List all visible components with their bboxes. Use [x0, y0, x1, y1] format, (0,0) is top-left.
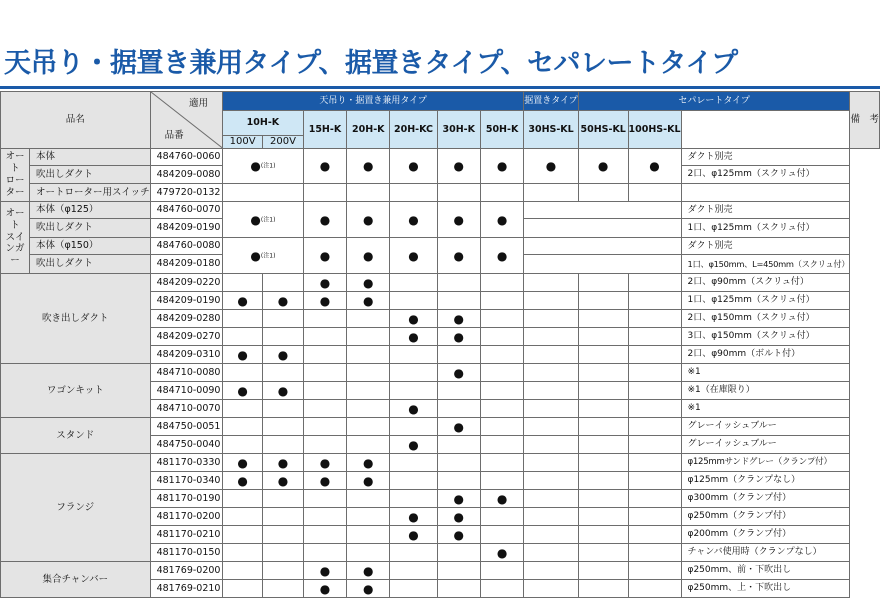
dot-mark: ● [390, 149, 437, 184]
row-code: 481170-0330 [150, 454, 222, 472]
dot-mark: ● [303, 292, 346, 310]
group-tenzuri: 天吊り・据置き兼用タイプ [223, 92, 524, 111]
row-sub: 吹出しダクト [29, 219, 150, 238]
dot-mark: ● [303, 580, 346, 598]
row-code: 479720-0132 [150, 184, 222, 202]
row-note: φ250mm（クランプ付） [681, 508, 850, 526]
dot-mark: ● [250, 159, 261, 173]
row-code: 484209-0080 [150, 166, 222, 184]
dot-mark: ● [480, 238, 523, 274]
row-sub: 吹出しダクト [29, 166, 150, 184]
row-note: 1口、φ125mm（スクリュ付） [681, 219, 850, 238]
hinmei-header: 品名 [1, 92, 151, 149]
row-note: φ250mm、前・下吹出し [681, 562, 850, 580]
row-note: φ125mmサンドグレー（クランプ付） [681, 454, 850, 472]
dot-mark: ● [303, 149, 346, 184]
table-row [1, 454, 880, 472]
dot-mark: ● [480, 202, 523, 238]
row-code: 484760-0070 [150, 202, 222, 219]
dot-mark: ● [524, 149, 579, 184]
model-20h-k: 20H-K [347, 111, 390, 149]
dot-mark: ● [437, 508, 480, 526]
dot-mark: ● [437, 418, 480, 436]
dot-mark: ● [347, 202, 390, 238]
voltage-200v: 200V [263, 136, 304, 149]
row-code: 484209-0270 [150, 328, 222, 346]
row-note: チャンバ使用時（クランプなし） [681, 544, 850, 562]
model-100hs-kl: 100HS-KL [628, 111, 681, 149]
dot-mark: ● [347, 562, 390, 580]
row-code: 481170-0210 [150, 526, 222, 544]
row-sub: 吹出しダクト [29, 255, 150, 274]
row-code: 484209-0220 [150, 274, 222, 292]
row-note: グレーイッシュブルー [681, 436, 850, 454]
row-note: ※1 [681, 400, 850, 418]
title-rule [0, 86, 880, 89]
row-code: 484209-0190 [150, 292, 222, 310]
dot-mark: ● [263, 346, 304, 364]
dot-mark: ● [347, 472, 390, 490]
row-sub: 本体（φ125） [29, 202, 150, 219]
dot-mark: ● [263, 454, 304, 472]
dot-mark: ● [263, 382, 304, 400]
dot-mark: ● [437, 490, 480, 508]
row-code: 484209-0190 [150, 219, 222, 238]
row-note: 2口、φ90mm（スクリュ付） [681, 274, 850, 292]
row-note: 1口、φ150mm、L=450mm（スクリュ付） [681, 255, 850, 274]
group-stand: スタンド [1, 418, 151, 454]
tekiyou-hinban-header [150, 92, 222, 149]
top-blank [0, 0, 880, 40]
row-code: 484760-0060 [150, 149, 222, 166]
hinban-label: 品番 [164, 129, 184, 141]
row-code: 484750-0040 [150, 436, 222, 454]
row-code: 484209-0180 [150, 255, 222, 274]
dot-mark: ● [390, 508, 437, 526]
group-chamber: 集合チャンバー [1, 562, 151, 598]
page-title: 天吊り・据置き兼用タイプ、据置きタイプ、セパレートタイプ [4, 48, 738, 79]
row-code: 484710-0080 [150, 364, 222, 382]
table-row [1, 418, 880, 436]
dot-mark: ● [223, 382, 263, 400]
dot-mark: ● [480, 544, 523, 562]
dot-mark: ● [347, 238, 390, 274]
dot-mark: ● [303, 274, 346, 292]
tekiyou-label: 適用 [189, 98, 209, 109]
dot-mark: ● [263, 292, 304, 310]
dot-mark: ● [347, 580, 390, 598]
dot-mark: ● [437, 364, 480, 382]
model-20h-kc: 20H-KC [390, 111, 437, 149]
voltage-100v: 100V [223, 136, 263, 149]
diagonal-line [151, 92, 223, 149]
model-50hs-kl: 50HS-KL [578, 111, 628, 149]
dot-mark: ● [390, 310, 437, 328]
note-mark: (注1) [260, 216, 276, 223]
dot-mark: ● [437, 149, 480, 184]
group-sueoki: 据置きタイプ [524, 92, 579, 111]
dot-mark: ● [390, 400, 437, 418]
group-flange: フランジ [1, 454, 151, 562]
dot-mark: ● [390, 526, 437, 544]
table-row [1, 238, 880, 255]
row-note: 2口、φ150mm（スクリュ付） [681, 310, 850, 328]
dot-mark: ● [390, 328, 437, 346]
dot-mark: ● [347, 454, 390, 472]
dot-mark: ● [347, 274, 390, 292]
row-code: 484209-0310 [150, 346, 222, 364]
note-mark: (注1) [260, 252, 276, 259]
dot-mark: ● [390, 436, 437, 454]
dot-mark: ● [437, 202, 480, 238]
row-note [681, 184, 850, 202]
model-15h-k: 15H-K [303, 111, 346, 149]
compatibility-table [0, 91, 880, 598]
row-code: 484710-0070 [150, 400, 222, 418]
dot-mark: ● [223, 454, 263, 472]
row-code: 484710-0090 [150, 382, 222, 400]
dot-mark: ● [390, 202, 437, 238]
model-50h-k: 50H-K [480, 111, 523, 149]
row-note: グレーイッシュブルー [681, 418, 850, 436]
dot-mark: ● [303, 454, 346, 472]
row-code: 481769-0210 [150, 580, 222, 598]
dot-mark: ● [250, 248, 261, 263]
row-note: 3口、φ150mm（スクリュ付） [681, 328, 850, 346]
table-row [1, 364, 880, 382]
row-note: ※1（在庫限り） [681, 382, 850, 400]
dot-mark: ● [628, 149, 681, 184]
dot-mark: ● [437, 310, 480, 328]
row-code: 481170-0190 [150, 490, 222, 508]
row-code: 481769-0200 [150, 562, 222, 580]
row-note: φ125mm（クランプなし） [681, 472, 850, 490]
row-code: 481170-0340 [150, 472, 222, 490]
dot-mark: ● [303, 472, 346, 490]
row-note: ダクト別売 [681, 238, 850, 255]
row-note: ダクト別売 [681, 149, 850, 166]
row-sub: 本体 [29, 149, 150, 166]
dot-mark: ● [223, 472, 263, 490]
dot-mark: ● [437, 526, 480, 544]
dot-mark: ● [480, 149, 523, 184]
table-row [1, 274, 880, 292]
table-row [1, 184, 880, 202]
dot-mark: ● [390, 238, 437, 274]
row-note: 1口、φ125mm（スクリュ付） [681, 292, 850, 310]
group-separate: セパレートタイプ [578, 92, 850, 111]
note-mark: (注1) [260, 162, 276, 170]
group-auto-swinger: オート スインガー [1, 202, 30, 274]
group-auto-rotor: オート ローター [1, 149, 30, 202]
row-code: 484750-0051 [150, 418, 222, 436]
row-code: 481170-0200 [150, 508, 222, 526]
group-wagon: ワゴンキット [1, 364, 151, 418]
dot-mark: ● [303, 202, 346, 238]
row-note: φ250mm、上・下吹出し [681, 580, 850, 598]
dot-mark: ● [578, 149, 628, 184]
bikou-header: 備 考 [850, 92, 880, 149]
dot-mark: ● [347, 292, 390, 310]
table-row [1, 562, 880, 580]
dot-mark: ● [263, 472, 304, 490]
group-fukidashi: 吹き出しダクト [1, 274, 151, 364]
dot-mark: ● [223, 292, 263, 310]
dot-mark: ● [303, 562, 346, 580]
dot-mark: ● [480, 490, 523, 508]
row-note: ダクト別売 [681, 202, 850, 219]
dot-mark: ● [437, 238, 480, 274]
dot-mark: ● [223, 346, 263, 364]
dot-mark: ● [347, 149, 390, 184]
table-row [1, 202, 880, 219]
dot-mark: ● [437, 328, 480, 346]
row-note: 2口、φ125mm（スクリュ付） [681, 166, 850, 184]
row-code: 484760-0080 [150, 238, 222, 255]
model-30hs-kl: 30HS-KL [524, 111, 579, 149]
model-10h-k: 10H-K [223, 111, 304, 136]
row-code: 481170-0150 [150, 544, 222, 562]
row-sub: オートローター用スイッチ [29, 184, 150, 202]
dot-mark: ● [303, 238, 346, 274]
row-note: ※1 [681, 364, 850, 382]
row-note: φ200mm（クランプ付） [681, 526, 850, 544]
row-sub: 本体（φ150） [29, 238, 150, 255]
row-code: 484209-0280 [150, 310, 222, 328]
row-note: φ300mm（クランプ付） [681, 490, 850, 508]
dot-mark: ● [250, 212, 261, 227]
model-30h-k: 30H-K [437, 111, 480, 149]
table-row [1, 149, 880, 166]
row-note: 2口、φ90mm（ボルト付） [681, 346, 850, 364]
